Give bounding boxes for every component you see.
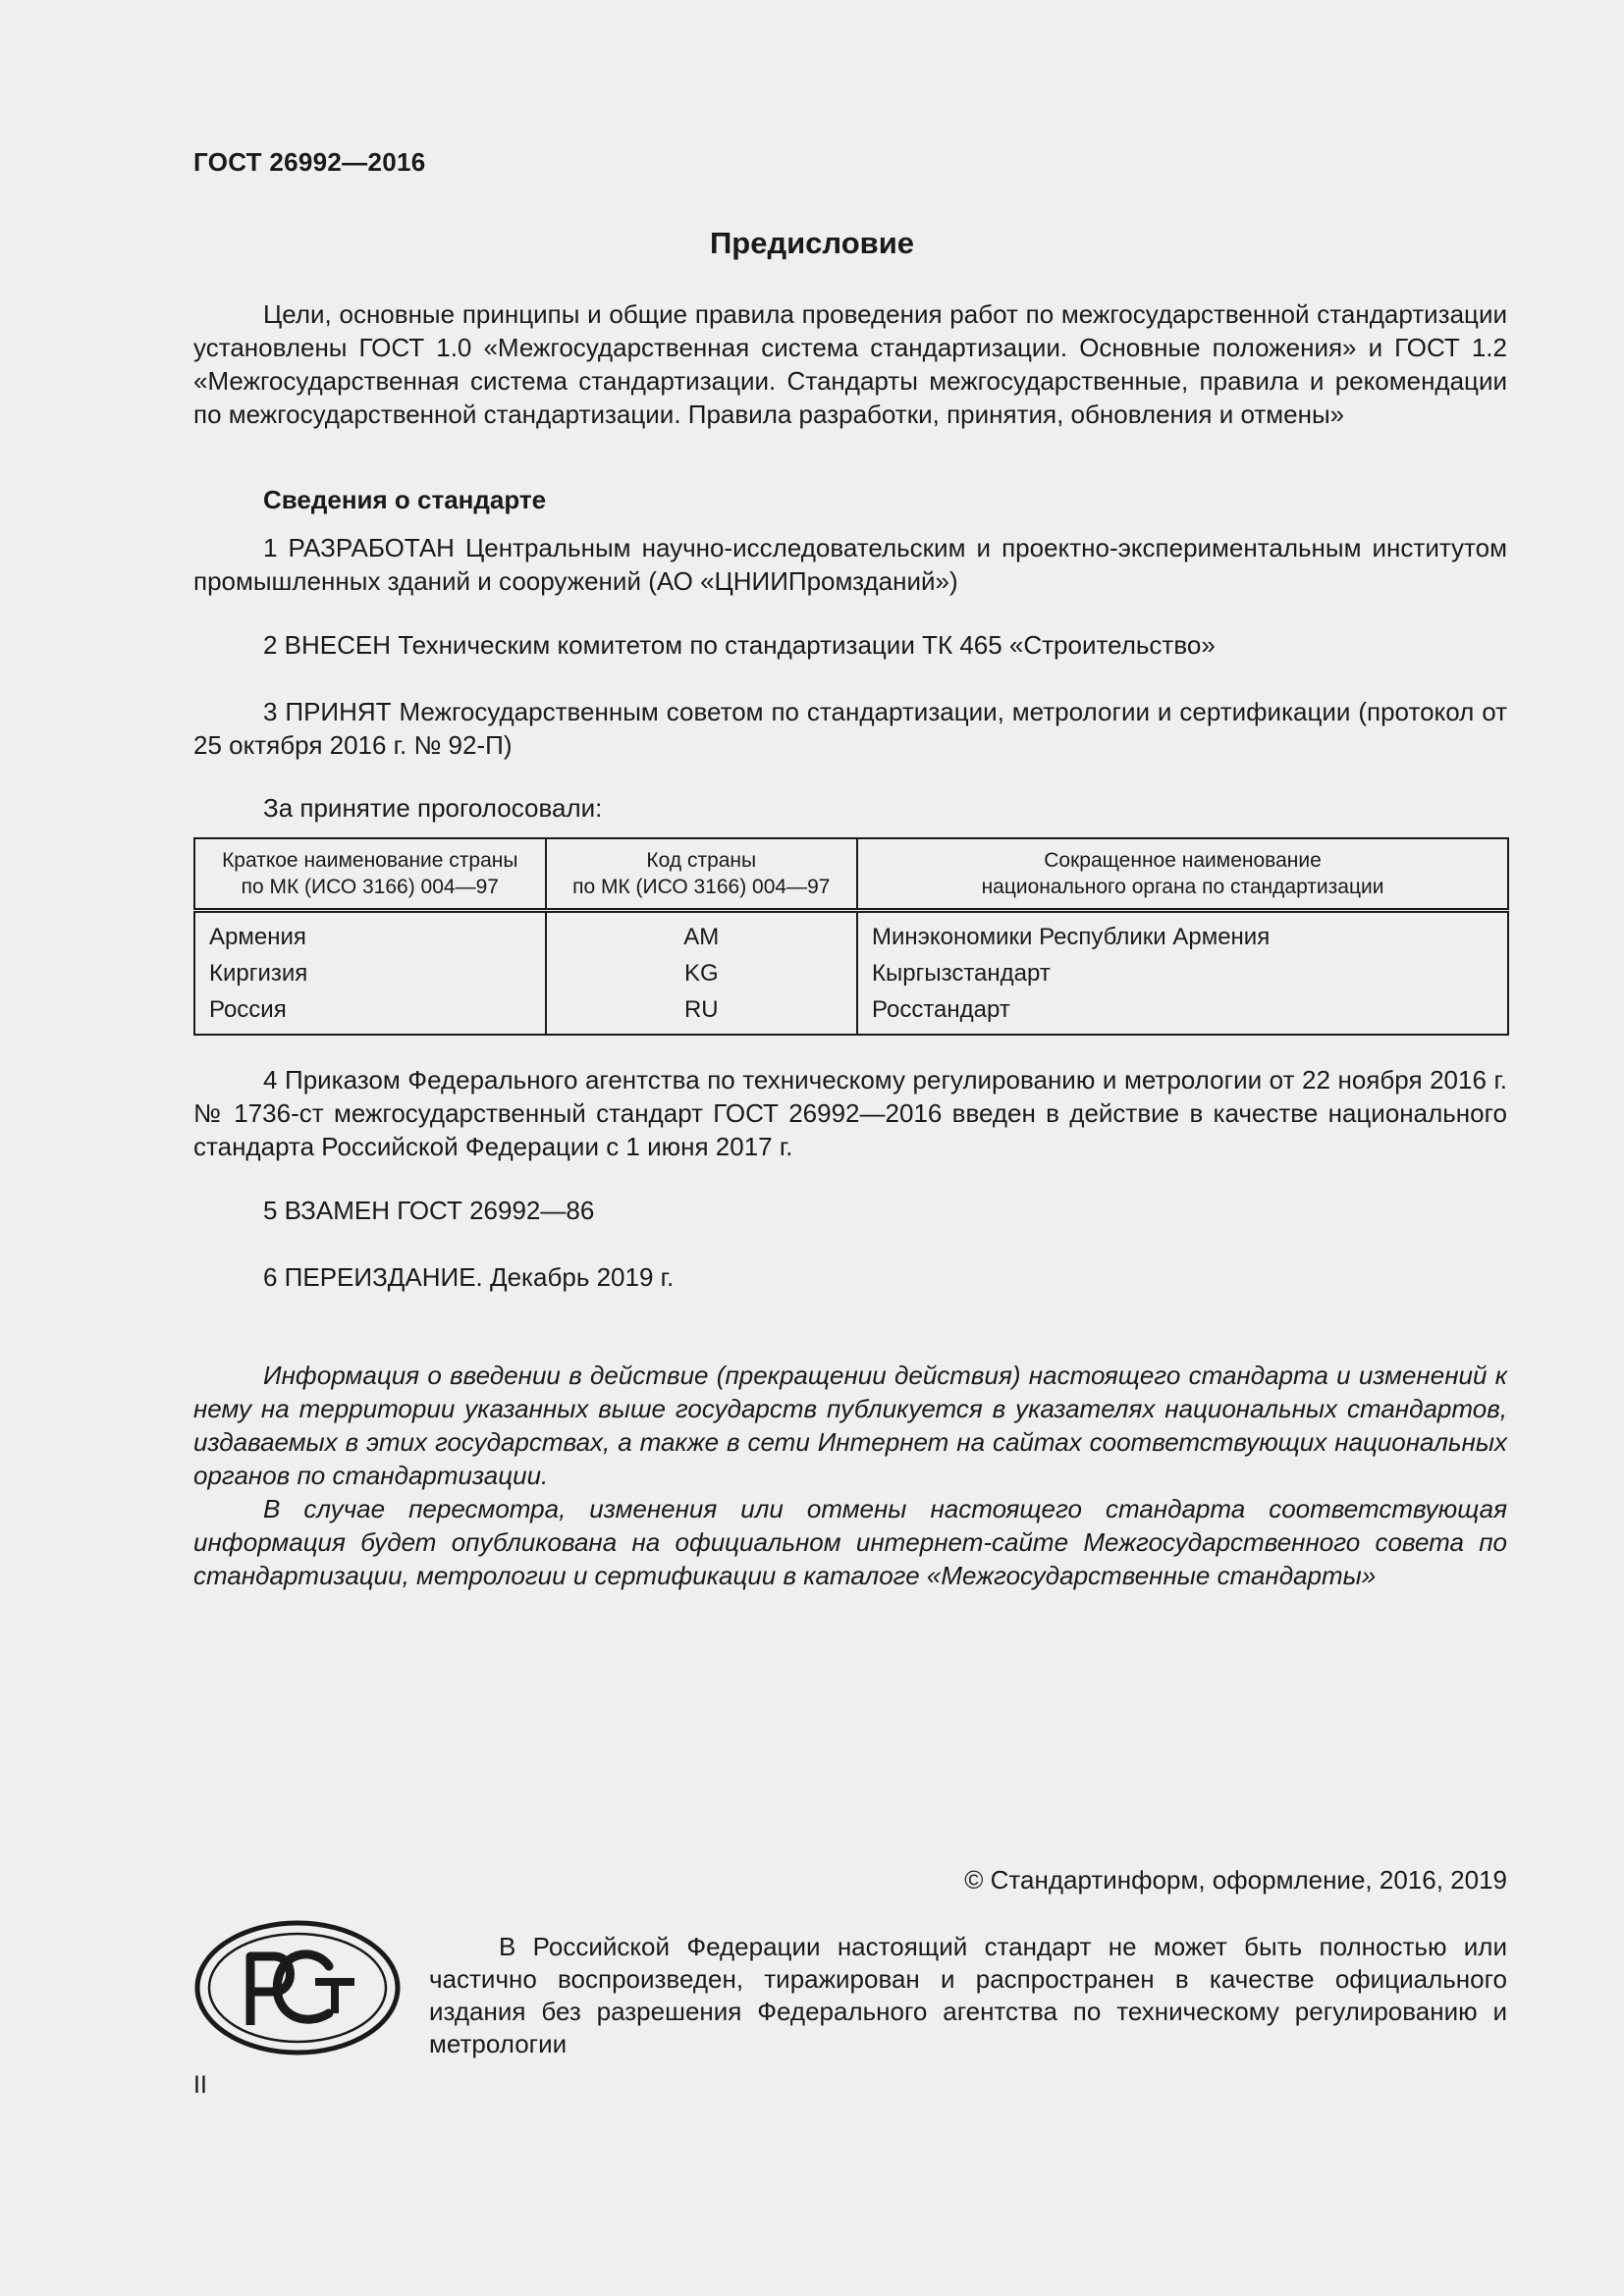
country-name: Россия bbox=[194, 991, 546, 1035]
table-row bbox=[194, 911, 1508, 956]
table-row bbox=[194, 955, 1508, 991]
intro-paragraph: Цели, основные принципы и общие правила проведения работ по межгосударственной стандартизации установлены ГОСТ 1.0 «Межгосударственная система стандартизации. Основные положения» и ГОСТ 1.2 «Межгосударственная система стандартизации. Стандарты межгосударственные, правила и рекомендации по межгосударственной стандартизации. Правила разработки, принятия, обновления и отмены» bbox=[193, 299, 1507, 429]
item-developed: 1 РАЗРАБОТАН Центральным научно-исследовательским и проектно-экспериментальным институтом промышленных зданий и сооружений (АО «ЦНИИПромзданий») bbox=[193, 533, 1507, 596]
document-code: ГОСТ 26992—2016 bbox=[193, 147, 426, 177]
item-order: 4 Приказом Федерального агентства по техническому регулированию и метрологии от 22 ноября 2016 г. № 1736-ст межгосударственный стандарт ГОСТ 26992—2016 введен в действие в качестве национального стандарта Российской Федерации с 1 июня 2017 г. bbox=[193, 1065, 1507, 1161]
table-header-country: Краткое наименование страны по МК (ИСО 3166) 004—97 bbox=[194, 838, 546, 911]
info-paragraph-2: В случае пересмотра, изменения или отмены настоящего стандарта соответствующая информация будет опубликована на официальном интернет-сайте Межгосударственного совета по стандартизации, метрологии и сертификации в каталоге «Межгосударственные стандарты» bbox=[193, 1494, 1507, 1590]
table-row bbox=[194, 991, 1508, 1035]
item-submitted: 2 ВНЕСЕН Техническим комитетом по стандартизации ТК 465 «Строительство» bbox=[263, 630, 1216, 660]
country-code: AM bbox=[546, 911, 857, 956]
rst-logo-icon bbox=[193, 1919, 402, 2056]
table-header-code: Код страны по МК (ИСО 3166) 004—97 bbox=[546, 838, 857, 911]
standards-body: Росстандарт bbox=[857, 991, 1508, 1035]
country-code: KG bbox=[546, 955, 857, 991]
page-number: II bbox=[193, 2071, 207, 2099]
section-title: Сведения о стандарте bbox=[263, 485, 547, 514]
item-reissue: 6 ПЕРЕИЗДАНИЕ. Декабрь 2019 г. bbox=[263, 1262, 675, 1292]
country-name: Киргизия bbox=[194, 955, 546, 991]
country-code: RU bbox=[546, 991, 857, 1035]
item-adopted: 3 ПРИНЯТ Межгосударственным советом по стандартизации, метрологии и сертификации (протокол от 25 октября 2016 г. № 92-П) bbox=[193, 697, 1507, 760]
copyright-text: © Стандартинформ, оформление, 2016, 2019 bbox=[964, 1865, 1507, 1895]
item-replaces: 5 ВЗАМЕН ГОСТ 26992—86 bbox=[263, 1196, 595, 1225]
voting-countries-table bbox=[193, 837, 1509, 1036]
standards-body: Минэкономики Республики Армения bbox=[857, 911, 1508, 956]
country-name: Армения bbox=[194, 911, 546, 956]
table-header-body: Сокращенное наименование национального органа по стандартизации bbox=[857, 838, 1508, 911]
table-header-row bbox=[194, 838, 1508, 911]
vote-label: За принятие проголосовали: bbox=[263, 793, 603, 823]
reproduction-notice: В Российской Федерации настоящий стандарт не может быть полностью или частично воспроизведен, тиражирован и распространен в качестве официального издания без разрешения Федерального агентства по техническому регулированию и метрологии bbox=[429, 1932, 1507, 2058]
info-paragraph-1: Информация о введении в действие (прекращении действия) настоящего стандарта и изменений к нему на территории указанных выше государств публикуется в указателях национальных стандартов, издаваемых в этих государствах, а также в сети Интернет на сайтах соответствующих национальных органов по стандартизации. bbox=[193, 1361, 1507, 1490]
standards-body: Кыргызстандарт bbox=[857, 955, 1508, 991]
page-title: Предисловие bbox=[709, 226, 914, 260]
